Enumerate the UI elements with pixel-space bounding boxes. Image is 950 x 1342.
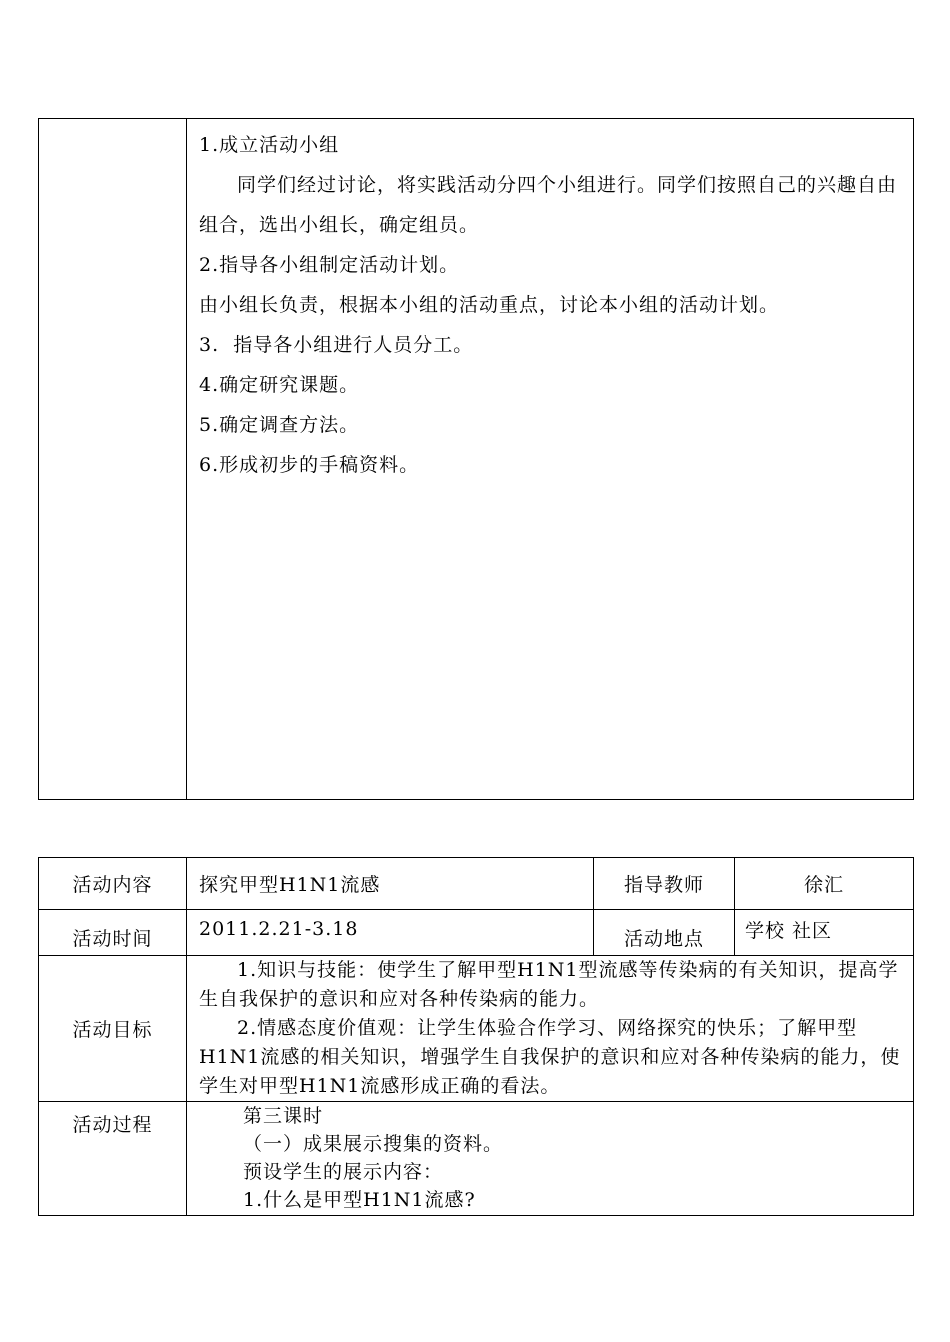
step-4-title: 4.确定研究课题。 — [199, 374, 360, 396]
time-label: 活动时间 — [39, 910, 187, 956]
teacher-value: 徐汇 — [735, 858, 914, 910]
process-line-3: 预设学生的展示内容： — [243, 1161, 444, 1183]
goal-label: 活动目标 — [39, 956, 187, 1102]
goal-item-1: 1.知识与技能：使学生了解甲型H1N1型流感等传染病的有关知识，提高学生自我保护的意识和应对各种传染病的能力。 — [199, 959, 899, 1010]
process-line-4: 1.什么是甲型H1N1流感? — [243, 1189, 476, 1211]
step-3-title: 3. 指导各小组进行人员分工。 — [199, 334, 474, 356]
step-2-title: 2.指导各小组制定活动计划。 — [199, 254, 460, 276]
upper-content-cell — [187, 119, 914, 800]
upper-table — [38, 118, 914, 800]
goal-item-2: 2.情感态度价值观：让学生体验合作学习、网络探究的快乐；了解甲型H1N1流感的相关知识，增强学生自我保护的意识和应对各种传染病的能力，使学生对甲型H1N1流感形成正确的看法。 — [199, 1017, 901, 1097]
step-5-title: 5.确定调查方法。 — [199, 414, 360, 436]
step-1-text: 同学们经过讨论，将实践活动分四个小组进行。同学们按照自己的兴趣自由组合，选出小组长，确定组员。 — [199, 174, 898, 236]
upper-label-cell — [39, 119, 187, 800]
teacher-label: 指导教师 — [594, 858, 735, 910]
activity-table — [38, 857, 914, 1216]
process-line-2: （一）成果展示搜集的资料。 — [243, 1133, 504, 1155]
place-label: 活动地点 — [594, 910, 735, 956]
process-label: 活动过程 — [39, 1102, 187, 1216]
goal-content — [187, 956, 914, 1102]
step-2-text: 由小组长负责，根据本小组的活动重点，讨论本小组的活动计划。 — [199, 294, 780, 316]
content-label: 活动内容 — [39, 858, 187, 910]
place-value: 学校 社区 — [735, 910, 914, 956]
process-line-1: 第三课时 — [243, 1105, 324, 1127]
time-value: 2011.2.21-3.18 — [187, 910, 594, 956]
step-1-title: 1.成立活动小组 — [199, 134, 340, 156]
step-6-title: 6.形成初步的手稿资料。 — [199, 454, 420, 476]
content-value: 探究甲型H1N1流感 — [187, 858, 594, 910]
process-content — [187, 1102, 914, 1216]
